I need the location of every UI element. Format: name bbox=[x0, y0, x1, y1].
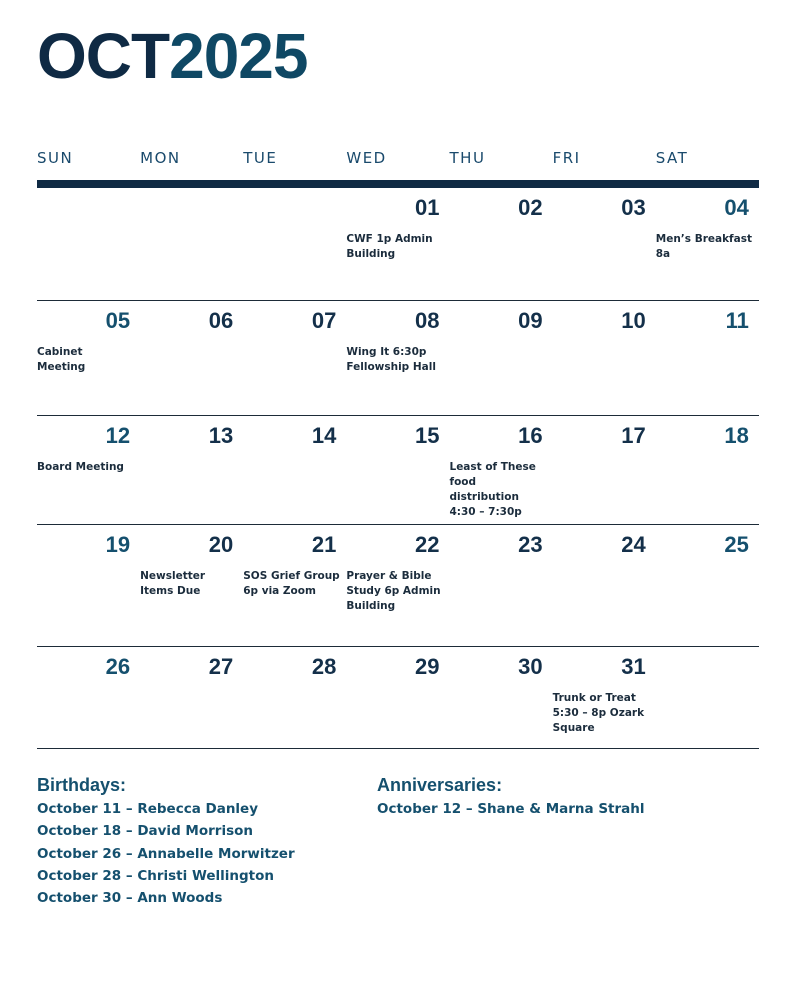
calendar-day-cell bbox=[553, 301, 656, 415]
day-number: 23 bbox=[518, 532, 543, 557]
calendar-title bbox=[37, 20, 308, 92]
calendar-day-cell bbox=[37, 525, 140, 646]
day-number: 27 bbox=[208, 654, 234, 679]
day-number: 19 bbox=[105, 532, 131, 557]
day-event: Wing It 6:30p Fellowship Hall bbox=[346, 346, 436, 373]
day-event: SOS Grief Group 6p via Zoom bbox=[243, 570, 340, 597]
birthday-item: October 18 – David Morrison bbox=[37, 823, 253, 840]
weekday-sun: SUN bbox=[37, 149, 74, 167]
day-number: 14 bbox=[311, 423, 337, 448]
day-event: Least of These food distribution 4:30 – 7:30p bbox=[449, 461, 536, 518]
day-number: 13 bbox=[208, 423, 234, 448]
day-number: 26 bbox=[105, 654, 131, 679]
calendar-day-cell bbox=[140, 525, 243, 646]
day-number: 28 bbox=[311, 654, 337, 679]
day-number: 18 bbox=[724, 423, 749, 448]
title-month: OCT bbox=[37, 20, 170, 92]
day-number: 15 bbox=[415, 423, 440, 448]
day-number: 31 bbox=[621, 654, 646, 679]
day-event: Newsletter Items Due bbox=[140, 570, 206, 597]
weekday-header bbox=[37, 149, 759, 167]
calendar-day-cell bbox=[346, 416, 449, 524]
anniversary-item: October 12 – Shane & Marna Strahl bbox=[377, 801, 645, 817]
calendar-day-cell bbox=[346, 647, 449, 748]
calendar-day-cell bbox=[656, 416, 759, 524]
day-event: Men’s Breakfast 8a bbox=[655, 233, 752, 260]
day-number: 24 bbox=[621, 532, 646, 557]
calendar-day-cell bbox=[37, 301, 140, 415]
day-number: 29 bbox=[415, 654, 440, 679]
calendar-day-cell bbox=[243, 301, 346, 415]
day-event: Prayer & Bible Study 6p Admin Building bbox=[346, 570, 441, 612]
calendar-day-cell bbox=[346, 301, 449, 415]
calendar-week bbox=[37, 647, 759, 748]
calendar-day-cell bbox=[243, 188, 346, 300]
calendar-day-cell bbox=[553, 647, 656, 748]
birthdays-list bbox=[37, 798, 295, 909]
birthdays-title: Birthdays: bbox=[37, 775, 127, 795]
calendar-day-cell bbox=[656, 647, 759, 748]
day-number: 25 bbox=[724, 532, 749, 557]
calendar-day-cell bbox=[346, 525, 449, 646]
calendar-day-cell bbox=[450, 188, 553, 300]
calendar-day-cell bbox=[450, 416, 553, 524]
day-number: 20 bbox=[208, 532, 234, 557]
weekday-wed: WED bbox=[346, 149, 387, 167]
weekday-thu: THU bbox=[449, 149, 486, 167]
calendar-day-cell bbox=[140, 416, 243, 524]
calendar-day-cell bbox=[553, 416, 656, 524]
calendar-day-cell bbox=[37, 416, 140, 524]
calendar-day-cell bbox=[553, 188, 656, 300]
calendar-day-cell bbox=[37, 188, 140, 300]
day-number: 06 bbox=[208, 308, 234, 333]
day-number: 30 bbox=[518, 654, 543, 679]
weekday-fri: FRI bbox=[552, 149, 581, 167]
day-number: 11 bbox=[725, 308, 749, 333]
calendar-day-cell bbox=[656, 301, 759, 415]
calendar-week bbox=[37, 301, 759, 415]
calendar-day-cell bbox=[656, 525, 759, 646]
calendar-day-cell bbox=[37, 647, 140, 748]
calendar-day-cell bbox=[140, 647, 243, 748]
calendar-day-cell bbox=[140, 188, 243, 300]
calendar-week bbox=[37, 188, 759, 300]
weekday-sat: SAT bbox=[655, 149, 689, 167]
day-number: 05 bbox=[105, 308, 131, 333]
calendar-day-cell bbox=[243, 525, 346, 646]
day-number: 07 bbox=[311, 308, 337, 333]
day-event: CWF 1p Admin Building bbox=[346, 233, 433, 260]
day-event: Cabinet Meeting bbox=[37, 346, 86, 373]
day-number: 04 bbox=[724, 195, 749, 220]
day-number: 09 bbox=[518, 308, 543, 333]
birthday-item: October 28 – Christi Wellington bbox=[37, 867, 275, 884]
weekday-mon: MON bbox=[140, 149, 181, 167]
day-event: Trunk or Treat 5:30 – 8p Ozark Square bbox=[552, 692, 645, 734]
calendar-day-cell bbox=[243, 647, 346, 748]
calendar-day-cell bbox=[346, 188, 449, 300]
day-event: Board Meeting bbox=[37, 461, 124, 473]
title-year: 2025 bbox=[169, 20, 308, 92]
anniversaries-list bbox=[377, 798, 645, 820]
birthday-item: October 11 – Rebecca Danley bbox=[37, 801, 259, 817]
weekday-tue: TUE bbox=[243, 149, 278, 167]
calendar-week bbox=[37, 416, 759, 524]
day-number: 22 bbox=[415, 532, 440, 557]
calendar-week bbox=[37, 525, 759, 646]
day-number: 17 bbox=[621, 423, 646, 448]
day-number: 21 bbox=[311, 532, 337, 557]
anniversaries-title: Anniversaries: bbox=[377, 775, 503, 795]
week-divider bbox=[37, 748, 759, 749]
day-number: 03 bbox=[621, 195, 646, 220]
calendar-day-cell bbox=[140, 301, 243, 415]
day-number: 02 bbox=[518, 195, 543, 220]
calendar-day-cell bbox=[450, 525, 553, 646]
day-number: 01 bbox=[415, 195, 440, 220]
header-divider bbox=[37, 180, 759, 188]
calendar-day-cell bbox=[656, 188, 759, 300]
birthday-item: October 26 – Annabelle Morwitzer bbox=[37, 845, 295, 862]
calendar-day-cell bbox=[450, 301, 553, 415]
birthday-item: October 30 – Ann Woods bbox=[37, 890, 223, 907]
day-number: 16 bbox=[518, 423, 543, 448]
day-number: 08 bbox=[415, 308, 440, 333]
calendar-day-cell bbox=[553, 525, 656, 646]
day-number: 12 bbox=[105, 423, 131, 448]
calendar-day-cell bbox=[450, 647, 553, 748]
day-number: 10 bbox=[621, 308, 646, 333]
calendar-day-cell bbox=[243, 416, 346, 524]
